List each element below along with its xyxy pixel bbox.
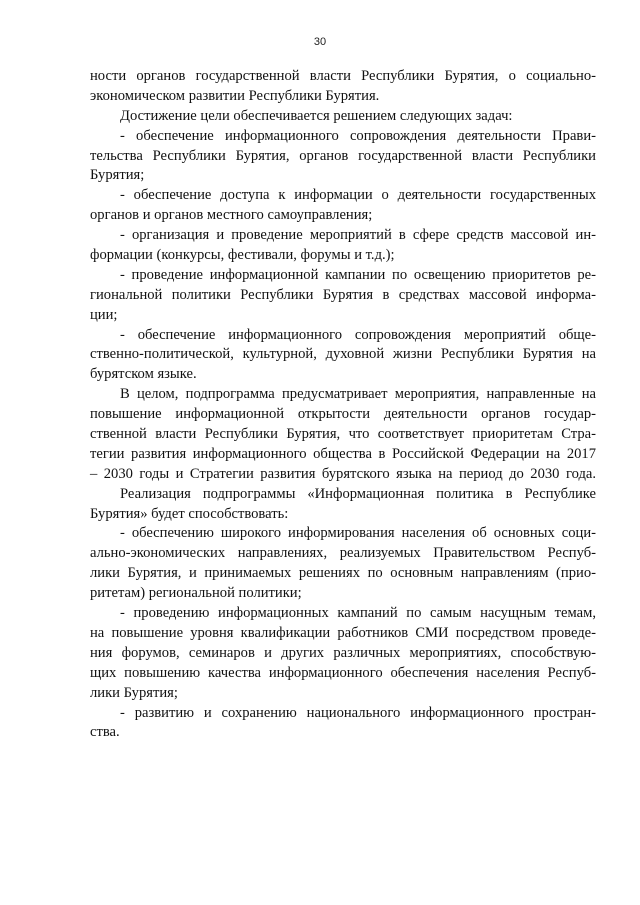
text-line: Достижение цели обеспечивается решением следующих задач: (120, 107, 513, 124)
text-line: - обеспечение информационного сопровождения деятельности Прави- (120, 127, 596, 144)
text-line: Бурятия; (90, 167, 145, 184)
text-line: лики Бурятия; (90, 684, 178, 701)
text-line: лики Бурятия, и принимаемых решениях по основным направлениям (прио- (90, 565, 596, 582)
text-line: - обеспечение доступа к информации о деятельности государственных (120, 187, 596, 204)
text-line: - проведение информационной кампании по освещению приоритетов ре- (120, 266, 596, 283)
text-line: ально-экономических направлениях, реализуемых Правительством Респуб- (90, 545, 596, 562)
text-line: ственно-политической, культурной, духовной жизни Республики Бурятия на (90, 346, 596, 363)
text-line: формации (конкурсы, фестивали, форумы и т.д.); (90, 247, 395, 264)
text-line: повышение информационной открытости деятельности органов государ- (90, 406, 596, 423)
text-line: ния форумов, семинаров и других различных мероприятиях, способствую- (90, 644, 596, 661)
text-line: ции; (90, 306, 118, 323)
text-line: – 2030 годы и Стратегии развития бурятского языка на период до 2030 года. (90, 465, 596, 482)
text-line: бурятском языке. (90, 366, 197, 383)
text-line: тегии развития информационного общества в Российской Федерации на 2017 (90, 445, 596, 462)
text-line: органов и органов местного самоуправления; (90, 207, 373, 224)
text-line: на повышение уровня квалификации работников СМИ посредством проведе- (90, 624, 596, 641)
text-line: гиональной политики Республики Бурятия в средствах массовой информа- (90, 286, 596, 303)
text-line: ритетам) региональной политики; (90, 585, 302, 602)
text-line: экономическом развитии Республики Бурятия. (90, 87, 380, 104)
text-line: ственной власти Республики Бурятия, что соответствует приоритетам Стра- (90, 426, 596, 443)
page-number: 30 (313, 36, 327, 48)
text-line: - развитию и сохранению национального информационного простран- (120, 704, 596, 721)
text-line: щих повышению качества информационного обеспечения населения Респуб- (90, 664, 596, 681)
text-line: ности органов государственной власти Республики Бурятия, о социально- (90, 68, 596, 84)
text-line: Бурятия» будет способствовать: (90, 505, 289, 522)
text-line: - обеспечению широкого информирования населения об основных соци- (120, 525, 596, 542)
document-body (90, 67, 596, 743)
text-line: ства. (90, 724, 120, 741)
text-line: - организация и проведение мероприятий в сфере средств массовой ин- (120, 227, 596, 244)
text-line: В целом, подпрограмма предусматривает мероприятия, направленные на (120, 386, 596, 403)
text-line: Реализация подпрограммы «Информационная политика в Республике (120, 485, 596, 502)
text-line: - проведению информационных кампаний по самым насущным темам, (120, 605, 596, 622)
text-line: тельства Республики Бурятия, органов государственной власти Республики (90, 147, 596, 164)
text-line: - обеспечение информационного сопровождения мероприятий обще- (120, 326, 596, 343)
